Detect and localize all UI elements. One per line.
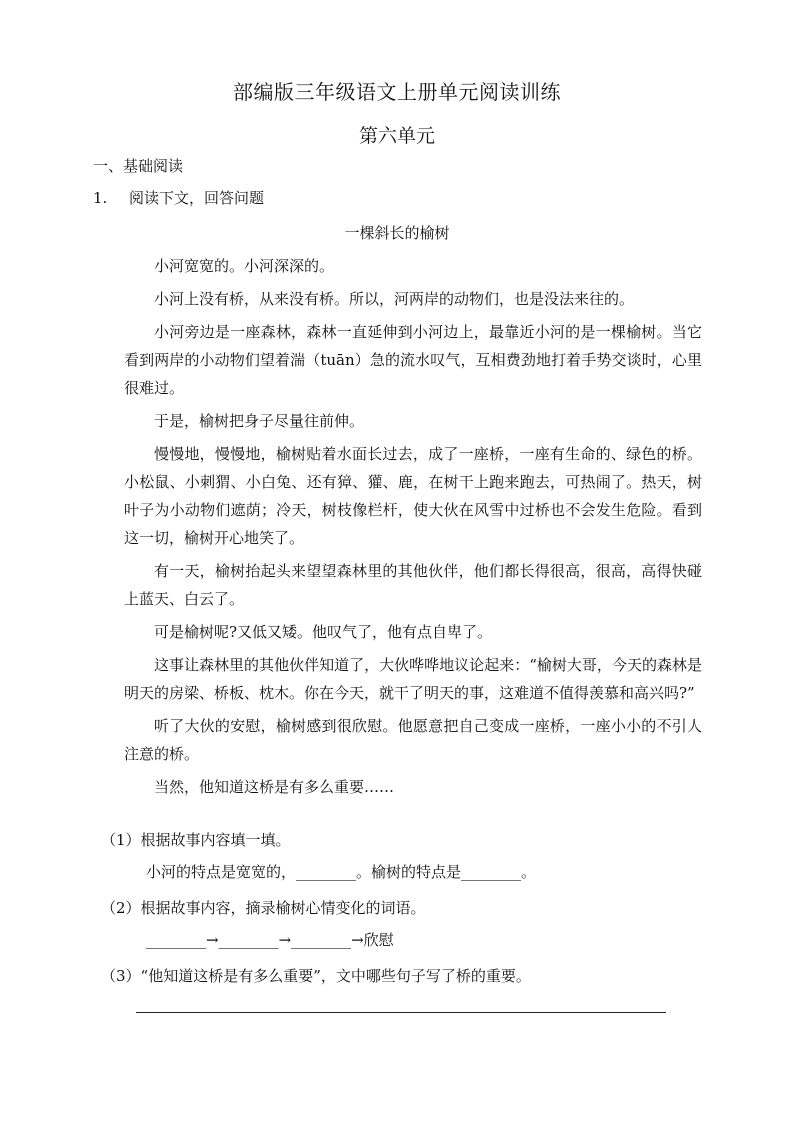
question-number: 1. — [93, 189, 108, 207]
paragraph: 有一天，榆树抬起头来望望森林里的其他伙伴，他们都长得很高，很高，高得快碰上蓝天、白云了。 — [124, 562, 702, 608]
sub-question-3: （3）“他知道这桥是有多么重要”，文中哪些句子写了桥的重要。 — [101, 967, 531, 985]
paragraph: 小河上没有桥，从来没有桥。所以，河两岸的动物们，也是没法来往的。 — [154, 290, 635, 308]
document-title: 部编版三年级语文上册单元阅读训练 — [233, 80, 561, 104]
sub-question-1-answer: 小河的特点是宽宽的，________。榆树的特点是________。 — [146, 863, 537, 881]
paragraph: 于是，榆树把身子尽量往前伸。 — [154, 412, 365, 430]
paragraph: 小河旁边是一座森林，森林一直延伸到小河边上，最靠近小河的是一棵榆树。当它看到两岸的小动物们望着湍（tuān）急的流水叹气，互相费劲地打着手势交谈时，心里很难过。 — [124, 323, 702, 397]
unit-heading: 第六单元 — [358, 125, 435, 147]
paragraph: 小河宽宽的。小河深深的。 — [154, 257, 335, 275]
question-prompt: 阅读下文，回答问题 — [129, 189, 265, 207]
paragraph: 可是榆树呢?又低又矮。他叹气了，他有点自卑了。 — [154, 623, 493, 641]
section-heading: 一、基础阅读 — [93, 157, 184, 175]
story-body — [124, 252, 702, 806]
paragraph: 慢慢地，慢慢地，榆树贴着水面长过去，成了一座桥，一座有生命的、绿色的桥。小松鼠、小刺猬、小白兔、还有獐、獾、鹿，在树干上跑来跑去，可热闹了。热天，树叶子为小动物们遮荫；冷天，树枝像栏杆，使大伙在风雪中过桥也不会发生危险。看到这一切，榆树开心地笑了。 — [124, 445, 702, 547]
sub-question-2-answer: ________→________→________→欣慰 — [146, 931, 394, 949]
sub-question-1: （1）根据故事内容填一填。 — [101, 831, 291, 849]
paragraph: 当然，他知道这桥是有多么重要…… — [154, 778, 395, 796]
paragraph: 这事让森林里的其他伙伴知道了，大伙哗哗地议论起来：“榆树大哥，今天的森林是明天的房梁、桥板、枕木。你在今天，就干了明天的事，这难道不值得羡慕和高兴吗?” — [124, 656, 702, 702]
story-title: 一棵斜长的榆树 — [344, 224, 450, 242]
question-1 — [93, 187, 264, 208]
answer-line — [136, 1012, 666, 1013]
paragraph: 听了大伙的安慰，榆树感到很欣慰。他愿意把自己变成一座桥，一座小小的不引人注意的桥。 — [124, 717, 702, 763]
sub-question-2: （2）根据故事内容，摘录榆树心情变化的词语。 — [101, 899, 426, 917]
